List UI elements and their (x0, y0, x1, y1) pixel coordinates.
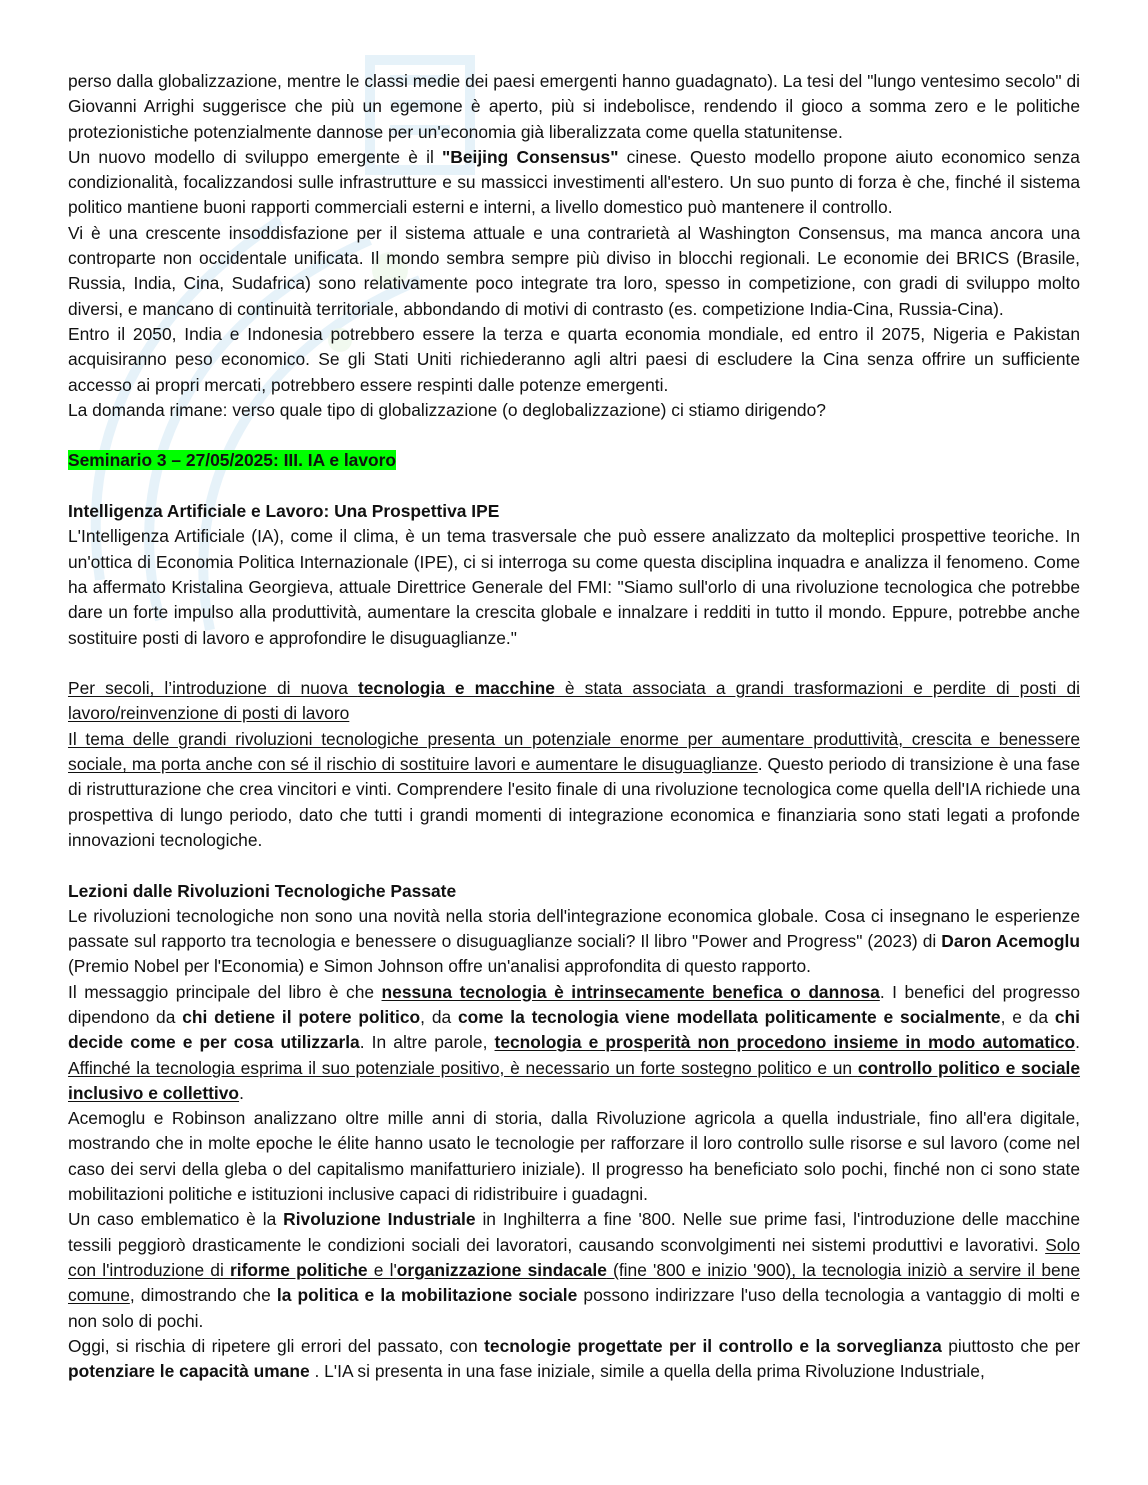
seminar-title (68, 448, 1080, 473)
document-page (68, 69, 1080, 1384)
paragraph-grandi-rivoluzioni: Il tema delle grandi rivoluzioni tecnologiche presenta un potenziale enorme per aumentare produttività, crescita e benessere sociale, ma porta anche con sé il rischio di sostituire lavori e aumentare le disuguaglianze. Questo periodo di transizione è una fase di ristrutturazione che crea vincitori e vinti. Comprendere l'esito finale di una rivoluzione tecnologica come quella dell'IA richiede una prospettiva di lungo periodo, dato che tutti i grandi momenti di integrazione economica e finanziaria sono stati legati a profonde innovazioni tecnologiche. (68, 728, 1081, 850)
section-heading-lezioni: Lezioni dalle Rivoluzioni Tecnologiche Passate (68, 880, 457, 901)
paragraph-2050: Entro il 2050, India e Indonesia potrebbero essere la terza e quarta economia mondiale, ed entro il 2075, Nigeria e Pakistan acquisiranno peso economico. Se gli Stati Uniti richiederanno agli altri paesi di escludere la Cina senza offrire un sufficiente accesso ai propri mercati, potrebbero essere respinti dalle potenze emergenti. (68, 323, 1080, 395)
paragraph-brics: Vi è una crescente insoddisfazione per il sistema attuale e una contrarietà al Washington Consensus, ma manca ancora una controparte non occidentale unificata. Il mondo sembra sempre più diviso in blocchi regionali. Le economie dei BRICS (Brasile, Russia, India, Cina, Sudafrica) sono relativamente poco integrate tra loro, spesso in competizione, con gradi di sviluppo molto diversi, e mancano di continuità territoriale, abbondando di motivi di contrasto (es. competizione India-Cina, Russia-Cina). (68, 222, 1080, 319)
paragraph-power-and-progress: Le rivoluzioni tecnologiche non sono una novità nella storia dell'integrazione economica globale. Cosa ci insegnano le esperienze passate sul rapporto tra tecnologia e benessere o disuguaglianze sociali? Il libro "Power and Progress" (2023) di Daron Acemoglu (Premio Nobel per l'Economia) e Simon Johnson offre un'analisi approfondita di questo rapporto. (68, 905, 1080, 977)
seminar-title-highlight: Seminario 3 – 27/05/2025: III. IA e lavoro (68, 450, 397, 471)
paragraph-rivoluzione-industriale: Un caso emblematico è la Rivoluzione Industriale in Inghilterra a fine '800. Nelle sue prime fasi, l'introduzione delle macchine tessili peggiorò drasticamente le condizioni sociali dei lavoratori, causando sconvolgimenti nei sistemi produttivi e lavorativi. Solo con l'introduzione di riforme politiche e l'organizzazione sindacale (fine '800 e inizio '900), la tecnologia iniziò a servire il bene comune, dimostrando che la politica e la mobilitazione sociale possono indirizzare l'uso della tecnologia a vantaggio di molti e non solo di pochi. (68, 1209, 1081, 1331)
paragraph-per-secoli: Per secoli, l’introduzione di nuova tecnologia e macchine è stata associata a grandi trasformazioni e perdite di posti di lavoro/reinvenzione di posti di lavoro (68, 678, 1080, 724)
paragraph-oggi: Oggi, si rischia di ripetere gli errori del passato, con tecnologie progettate per il controllo e la sorveglianza piuttosto che per potenziare le capacità umane . L'IA si presenta in una fase iniziale, simile a quella della prima Rivoluzione Industriale, (68, 1335, 1080, 1382)
paragraph-ia-intro: L'Intelligenza Artificiale (IA), come il clima, è un tema trasversale che può essere analizzato da molteplici prospettive teoriche. In un'ottica di Economia Politica Internazionale (IPE), ci si interroga su come questa disciplina inquadra e analizza il fenomeno. Come ha affermato Kristalina Georgieva, attuale Direttrice Generale del FMI: "Siamo sull'orlo di una rivoluzione tecnologica che potrebbe dare un forte impulso alla produttività, aumentare la crescita globale e innalzare i redditi in tutto il mondo. Eppure, potrebbe anche sostituire posti di lavoro e approfondire le disuguaglianze." (68, 526, 1080, 648)
paragraph-beijing-consensus: Un nuovo modello di sviluppo emergente è il "Beijing Consensus" cinese. Questo modello propone aiuto economico senza condizionalità, focalizzandosi sulle infrastrutture e su massicci investimenti all'estero. Un suo punto di forza è che, finché il sistema politico mantiene buoni rapporti commerciali esterni e interni, a livello domestico può mantenere il controllo. (68, 146, 1080, 218)
paragraph-arrighi: perso dalla globalizzazione, mentre le classi medie dei paesi emergenti hanno guadagnato). La tesi del "lungo ventesimo secolo" di Giovanni Arrighi suggerisce che più un egemone è aperto, più si indebolisce, rendendo il gioco a somma zero e le politiche protezionistiche potenzialmente dannose per un'economia già liberalizzata come quella statunitense. (68, 71, 1080, 142)
paragraph-question: La domanda rimane: verso quale tipo di globalizzazione (o deglobalizzazione) ci stiamo dirigendo? (68, 399, 826, 420)
paragraph-messaggio-principale: Il messaggio principale del libro è che nessuna tecnologia è intrinsecamente benefica o dannosa. I benefici del progresso dipendono da chi detiene il potere politico, da come la tecnologia viene modellata politicamente e socialmente, e da chi decide come e per cosa utilizzarla. In altre parole, tecnologia e prosperità non procedono insieme in modo automatico. Affinché la tecnologia esprima il suo potenziale positivo, è necessario un forte sostegno politico e un controllo politico e sociale inclusivo e collettivo. (68, 981, 1081, 1103)
paragraph-acemoglu-robinson: Acemoglu e Robinson analizzano oltre mille anni di storia, dalla Rivoluzione agricola a quella industriale, fino all'era digitale, mostrando che in molte epoche le élite hanno usato le tecnologie per rafforzare il loro controllo sulle risorse e sul lavoro (come nel caso dei servi della gleba o del capitalismo manifatturiero iniziale). Il progresso ha beneficiato solo pochi, finché non ci sono state mobilitazioni politiche e istituzioni inclusive capaci di ridistribuire i guadagni. (68, 1108, 1080, 1205)
section-heading-ia-lavoro: Intelligenza Artificiale e Lavoro: Una Prospettiva IPE (68, 501, 500, 522)
beijing-consensus-term: "Beijing Consensus" (442, 146, 619, 167)
